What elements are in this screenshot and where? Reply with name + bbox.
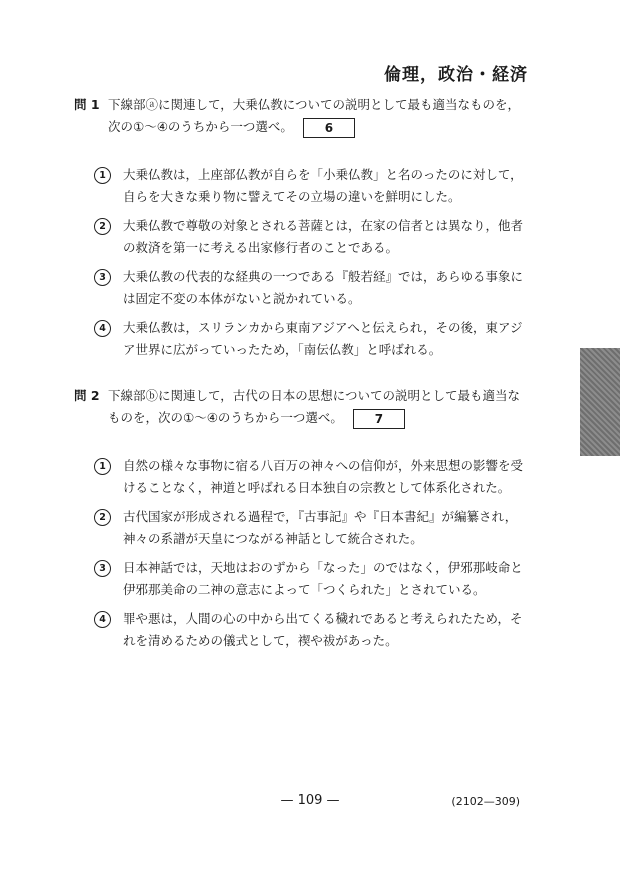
option-number: 1 xyxy=(94,167,111,184)
option-text: 自然の様々な事物に宿る八百万の神々への信仰が，外来思想の影響を受けることなく，神道と呼ばれる日本独自の宗教として体系化された。 xyxy=(123,458,524,495)
prompt-text: 下線部ⓑに関連して，古代の日本の思想についての説明として最も適当なものを，次の①～④のうちから一つ選べ。 xyxy=(108,388,521,425)
option-item xyxy=(94,317,526,361)
option-item xyxy=(94,455,526,499)
exam-code: (2102—309) xyxy=(451,795,520,808)
question-label: 問 2 xyxy=(74,388,100,403)
answer-box: 7 xyxy=(353,409,405,429)
option-text: 罪や悪は，人間の心の中から出てくる穢れであると考えられたため，それを清めるための儀式として，禊や祓があった。 xyxy=(123,611,523,648)
options-list xyxy=(94,164,526,361)
option-item xyxy=(94,608,526,652)
option-number: 1 xyxy=(94,458,111,475)
option-text: 大乗仏教は，スリランカから東南アジアへと伝えられ，その後，東アジア世界に広がっていったため，「南伝仏教」と呼ばれる。 xyxy=(123,320,523,357)
page-number: — 109 — xyxy=(280,793,340,808)
option-text: 古代国家が形成される過程で，『古事記』や『日本書紀』が編纂され，神々の系譜が天皇につながる神話として統合された。 xyxy=(123,509,518,546)
question-prompt xyxy=(108,385,526,429)
option-number: 3 xyxy=(94,269,111,286)
option-item xyxy=(94,215,526,259)
option-text: 日本神話では，天地はおのずから「なった」のではなく，伊邪那岐命と伊邪那美命の二神の意志によって「つくられた」とされている。 xyxy=(123,560,523,597)
question-prompt xyxy=(108,94,526,138)
option-item xyxy=(94,164,526,208)
option-item xyxy=(94,506,526,550)
option-number: 3 xyxy=(94,560,111,577)
option-number: 4 xyxy=(94,320,111,337)
option-text: 大乗仏教の代表的な経典の一つである『般若経』では，あらゆる事象には固定不変の本体がないと説かれている。 xyxy=(123,269,524,306)
option-number: 4 xyxy=(94,611,111,628)
option-text: 大乗仏教は，上座部仏教が自らを「小乗仏教」と名のったのに対して，自らを大きな乗り物に譬えてその立場の違いを鮮明にした。 xyxy=(123,167,523,204)
option-text: 大乗仏教で尊敬の対象とされる菩薩とは，在家の信者とは異なり，他者の救済を第一に考える出家修行者のことである。 xyxy=(123,218,524,255)
option-item xyxy=(94,266,526,310)
prompt-text: 下線部ⓐに関連して，大乗仏教についての説明として最も適当なものを，次の①～④のうちから一つ選べ。 xyxy=(108,97,521,134)
question-label: 問 1 xyxy=(74,97,100,112)
question-1 xyxy=(74,94,526,368)
question-2 xyxy=(74,385,526,659)
answer-box: 6 xyxy=(303,118,355,138)
option-number: 2 xyxy=(94,218,111,235)
section-title: 倫理，政治・経済 xyxy=(384,65,528,85)
option-item xyxy=(94,557,526,601)
option-number: 2 xyxy=(94,509,111,526)
options-list xyxy=(94,455,526,652)
side-index-tab xyxy=(580,348,620,456)
